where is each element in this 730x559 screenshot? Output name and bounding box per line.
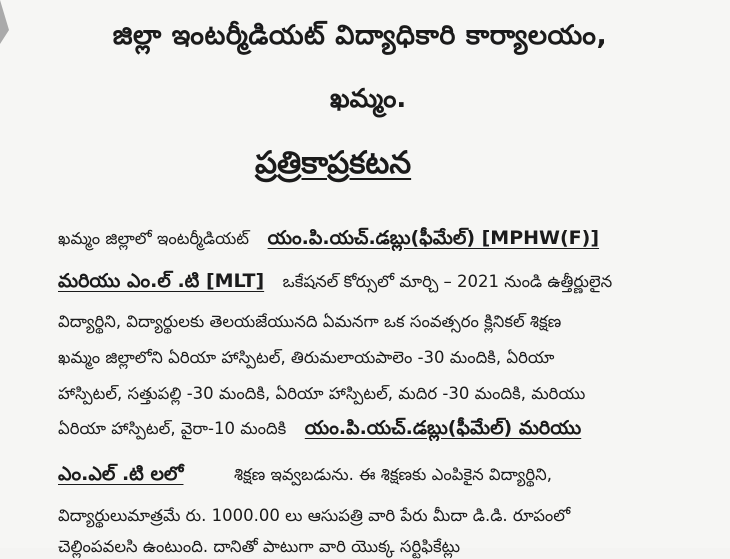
body-line-7 [58,462,658,487]
page-fold-mark [0,0,30,44]
press-release-heading: ప్రత్రికాప్రకటన [255,145,412,181]
body-text: ఖమ్మం జిల్లాలో ఇంటర్మీడియట్ [58,229,250,248]
course-name-mlt: మరియు ఎం.ల్ .టి [MLT] [58,270,265,292]
body-line-3: విద్యార్థిని, విద్యార్థులకు తెలయజేయునది ఏమనగా ఒక సంవత్సరం క్లినికల్ శిక్షణ [58,312,562,331]
course-mlt-bold: ఎం.ఎల్ .టి లలో [58,463,184,485]
body-text: శిక్షణ ఇవ్వబడును. ఈ శిక్షణకు ఎంపికైన విద్యార్థిని, [233,465,552,484]
body-line-8: విద్యార్థులుమాత్రమే రు. 1000.00 లు ఆసుపత్రి వారి పేరు మీదా డి.డి. రూపంలో [58,506,571,525]
office-city: ఖమ్మం. [330,84,407,114]
course-name-mphw: యం.పి.యచ్.డబ్లు(ఫీమేల్) [MPHW(F)] [267,227,600,249]
body-line-1 [58,226,658,251]
body-line-9: చెల్లింపవలసి ఉంటుంది. దానితో పాటుగా వారి యొక్క సర్టిఫికేట్లు [58,537,461,556]
body-line-6 [58,416,658,441]
course-names-bold: యం.పి.యచ్.డబ్లు(ఫీమేల్) మరియు [304,417,582,439]
body-text: ఒకేషనల్ కోర్సులో మార్చి – 2021 నుండి ఉత్తీర్ణులైన [282,272,613,291]
body-line-4: ఖమ్మం జిల్లాలోని ఏరియా హాస్పిటల్, తిరుమలాయపాలెం -30 మందికి, ఏరియా [58,348,555,367]
body-line-2 [58,269,658,294]
body-line-5: హాస్పిటల్, సత్తుపల్లి -30 మందికి, ఏరియా హాస్పిటల్, మదిర -30 మందికి, మరియు [58,384,586,403]
office-title: జిల్లా ఇంటర్మీడియట్ విద్యాధికారి కార్యాలయం, [112,20,608,51]
body-text: ఏరియా హాస్పిటల్, వైరా-10 మందికి [58,419,287,438]
